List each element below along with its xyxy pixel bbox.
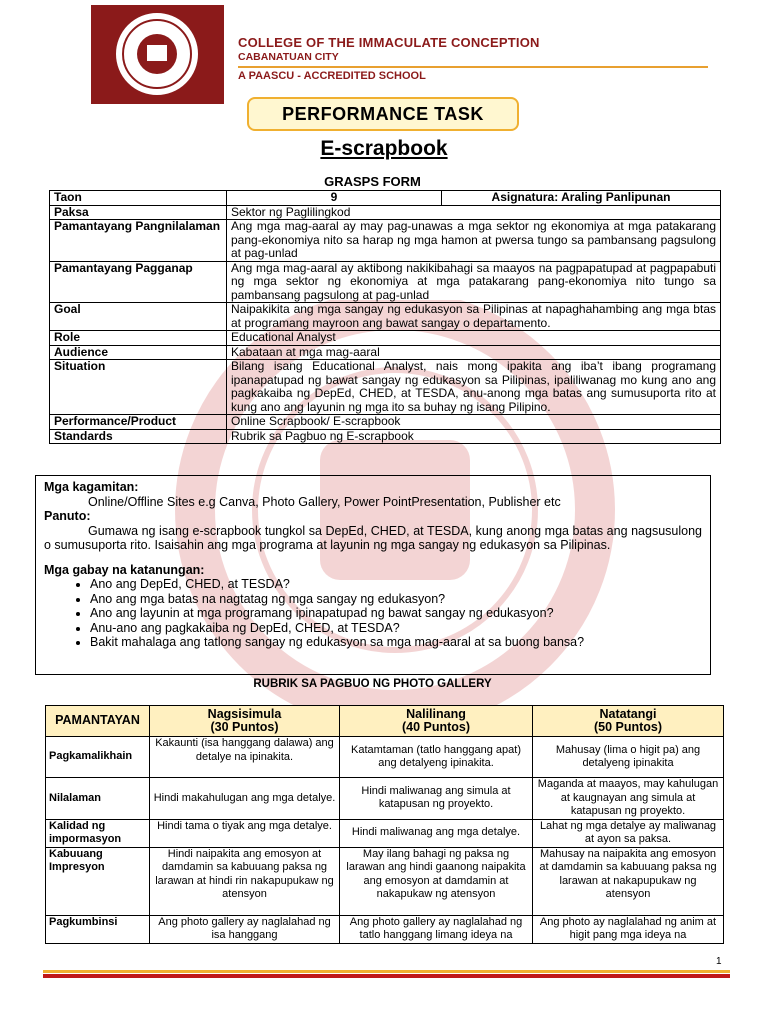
- row-value: Educational Analyst: [227, 331, 721, 346]
- header-level: Nagsisimula: [207, 706, 282, 721]
- cell: Ang photo ay naglalahad ng anim at higit pang mga ideya na: [533, 915, 724, 943]
- cell: Hindi tama o tiyak ang mga detalye.: [150, 819, 340, 847]
- header-points: (50 Puntos): [593, 720, 663, 734]
- cell: Kakaunti (isa hanggang dalawa) ang detalye na ipinakita.: [150, 737, 340, 778]
- header-level: Natatangi: [599, 706, 657, 721]
- cell: Hindi makahulugan ang mga detalye.: [150, 778, 340, 820]
- list-item: • Ano ang layunin at mga programang ipinapatupad ng bawat sangay ng edukasyon?: [90, 606, 702, 621]
- row-label: Pamantayang Pagganap: [50, 261, 227, 303]
- criterion: Pagkamalikhain: [46, 737, 150, 778]
- cell: Ang photo gallery ay naglalahad ng tatlo hanggang limang ideya na: [340, 915, 533, 943]
- cell: Mahusay (lima o higit pa) ang detalyeng ipinakita: [533, 737, 724, 778]
- taon-value: 9: [227, 191, 442, 206]
- taon-label: Taon: [50, 191, 227, 206]
- row-value: Sektor ng Paglilingkod: [227, 205, 721, 220]
- materials-text: Online/Offline Sites e.g Canva, Photo Gallery, Power PointPresentation, Publisher etc: [88, 494, 561, 509]
- table-row: [46, 737, 724, 778]
- page-number: 1: [716, 956, 722, 967]
- school-header: [238, 35, 540, 82]
- rubric-title: RUBRIK SA PAGBUO NG PHOTO GALLERY: [253, 678, 492, 690]
- row-value: Online Scrapbook/ E-scrapbook: [227, 415, 721, 430]
- criterion: Kalidad ng impormasyon: [46, 819, 150, 847]
- cell: Hindi maliwanag ang simula at katapusan ng proyekto.: [340, 778, 533, 820]
- table-header-row: [46, 706, 724, 737]
- cell: Mahusay na naipakita ang emosyon at damdamin sa kabuuang paksa ng larawan at nakapupukaw ng atensyon: [533, 847, 724, 915]
- panuto-label: Panuto:: [44, 509, 91, 523]
- table-row: [50, 345, 721, 360]
- footer-line-gold: [43, 970, 730, 973]
- list-item: • Ano ang mga batas na nagtatag ng mga sangay ng edukasyon?: [90, 592, 702, 607]
- criterion: Kabuuang Impresyon: [46, 847, 150, 915]
- table-row: [50, 220, 721, 262]
- table-row: [50, 191, 721, 206]
- table-row: [50, 360, 721, 415]
- cell: Katamtaman (tatlo hanggang apat) ang detalyeng ipinakita.: [340, 737, 533, 778]
- page-subtitle: E-scrapbook: [320, 137, 448, 160]
- table-row: [46, 778, 724, 820]
- row-label: Role: [50, 331, 227, 346]
- cell: Lahat ng mga detalye ay maliwanag at ayon sa paksa.: [533, 819, 724, 847]
- table-row: [46, 847, 724, 915]
- table-row: [50, 415, 721, 430]
- row-value: Kabataan at mga mag-aaral: [227, 345, 721, 360]
- row-label: Paksa: [50, 205, 227, 220]
- grasps-table: [49, 190, 721, 444]
- panuto-text: [44, 524, 702, 553]
- row-label: Goal: [50, 303, 227, 331]
- table-row: [50, 261, 721, 303]
- page-title: PERFORMANCE TASK: [247, 97, 519, 131]
- rubric-table: [45, 705, 724, 944]
- cell: Hindi naipakita ang emosyon at damdamin sa kabuuang paksa ng larawan at hindi rin nakapupukaw ng atensyon: [150, 847, 340, 915]
- panuto-body: Gumawa ng isang e-scrapbook tungkol sa DepEd, CHED, at TESDA, kung anong mga batas ang nagsusulong o sumusuporta rito. Isaisahin ang mga programa at layunin ng mga sangay ng edukasyon sa Pilipinas.: [44, 523, 702, 552]
- table-row: [46, 915, 724, 943]
- school-name: COLLEGE OF THE IMMACULATE CONCEPTION: [238, 35, 540, 50]
- row-value: Ang mga mag-aaral ay aktibong nakikibahagi sa maayos na pagpapatupad at pagpapabuti ng mga sektor ng ekonomiya at mga patakarang pang-ekonomiya nito tungo sa pambansang pagsulong at pag-unlad: [227, 261, 721, 303]
- table-row: [50, 303, 721, 331]
- row-value: Rubrik sa Pagbuo ng E-scrapbook: [227, 429, 721, 444]
- cell: Ang photo gallery ay naglalahad ng isa hanggang: [150, 915, 340, 943]
- col-header-nalilinang: [340, 706, 533, 737]
- table-row: [46, 819, 724, 847]
- row-label: Pamantayang Pangnilalaman: [50, 220, 227, 262]
- col-header-pamantayan: PAMANTAYAN: [46, 706, 150, 737]
- cell: Maganda at maayos, may kahulugan at kaugnayan ang simula at katapusan ng proyekto.: [533, 778, 724, 820]
- table-row: [50, 205, 721, 220]
- instructions-box: [35, 475, 711, 675]
- header-divider: [238, 66, 708, 68]
- asignatura: Asignatura: Araling Panlipunan: [442, 191, 721, 206]
- col-header-nagsisimula: [150, 706, 340, 737]
- list-item: • Anu-ano ang pagkakaiba ng DepEd, CHED, at TESDA?: [90, 621, 702, 636]
- row-label: Standards: [50, 429, 227, 444]
- list-item: • Ano ang DepEd, CHED, at TESDA?: [90, 577, 702, 592]
- accreditation: A PAASCU - ACCREDITED SCHOOL: [238, 70, 426, 82]
- table-row: [50, 331, 721, 346]
- questions-label: Mga gabay na katanungan:: [44, 562, 205, 577]
- cell: Hindi maliwanag ang mga detalye.: [340, 819, 533, 847]
- header-points: (30 Puntos): [210, 720, 279, 734]
- school-city: CABANATUAN CITY: [238, 51, 339, 63]
- table-row: [50, 429, 721, 444]
- header-points: (40 Puntos): [401, 720, 471, 734]
- row-value: Bilang isang Educational Analyst, nais mong ipakita ang iba’t ibang programang ipanapatupad ng bawat sangay ng edukasyon sa Pilipinas, ipaliliwanag mo kung ano ang pagkakaiba ng DepEd, CHED, at TESDA, anu-anong mga batas ang sumusuporta rito at kung ano ang layunin ng mga ito sa buhay ng isang Pilipino.: [227, 360, 721, 415]
- cell: May ilang bahagi ng paksa ng larawan ang hindi gaanong naipakita ang emosyon at damdamin at nakapukaw ng atensyon: [340, 847, 533, 915]
- row-label: Performance/Product: [50, 415, 227, 430]
- footer-line-red: [43, 974, 730, 978]
- col-header-natatangi: [533, 706, 724, 737]
- materials-label: Mga kagamitan:: [44, 480, 139, 494]
- list-item: • Bakit mahalaga ang tatlong sangay ng edukasyon sa mga mag-aaral at sa buong bansa?: [90, 635, 702, 650]
- row-value: Ang mga mag-aaral ay may pag-unawas a mga sektor ng ekonomiya at mga patakarang pang-ekonomiya nito sa harap ng mga hamon at pwersa tungo sa pambansang pagsulong at pag-unlad: [227, 220, 721, 262]
- row-label: Audience: [50, 345, 227, 360]
- grasps-title: GRASPS FORM: [324, 174, 421, 189]
- school-logo: [91, 5, 224, 104]
- criterion: Nilalaman: [46, 778, 150, 820]
- questions-list: [44, 577, 702, 650]
- header-level: Nalilinang: [406, 706, 466, 721]
- row-label: Situation: [50, 360, 227, 415]
- criterion: Pagkumbinsi: [46, 915, 150, 943]
- row-value: Naipakikita ang mga sangay ng edukasyon sa Pilipinas at napaghahambing ang mga btas at programang mayroon ang bawat sangay o departamento.: [227, 303, 721, 331]
